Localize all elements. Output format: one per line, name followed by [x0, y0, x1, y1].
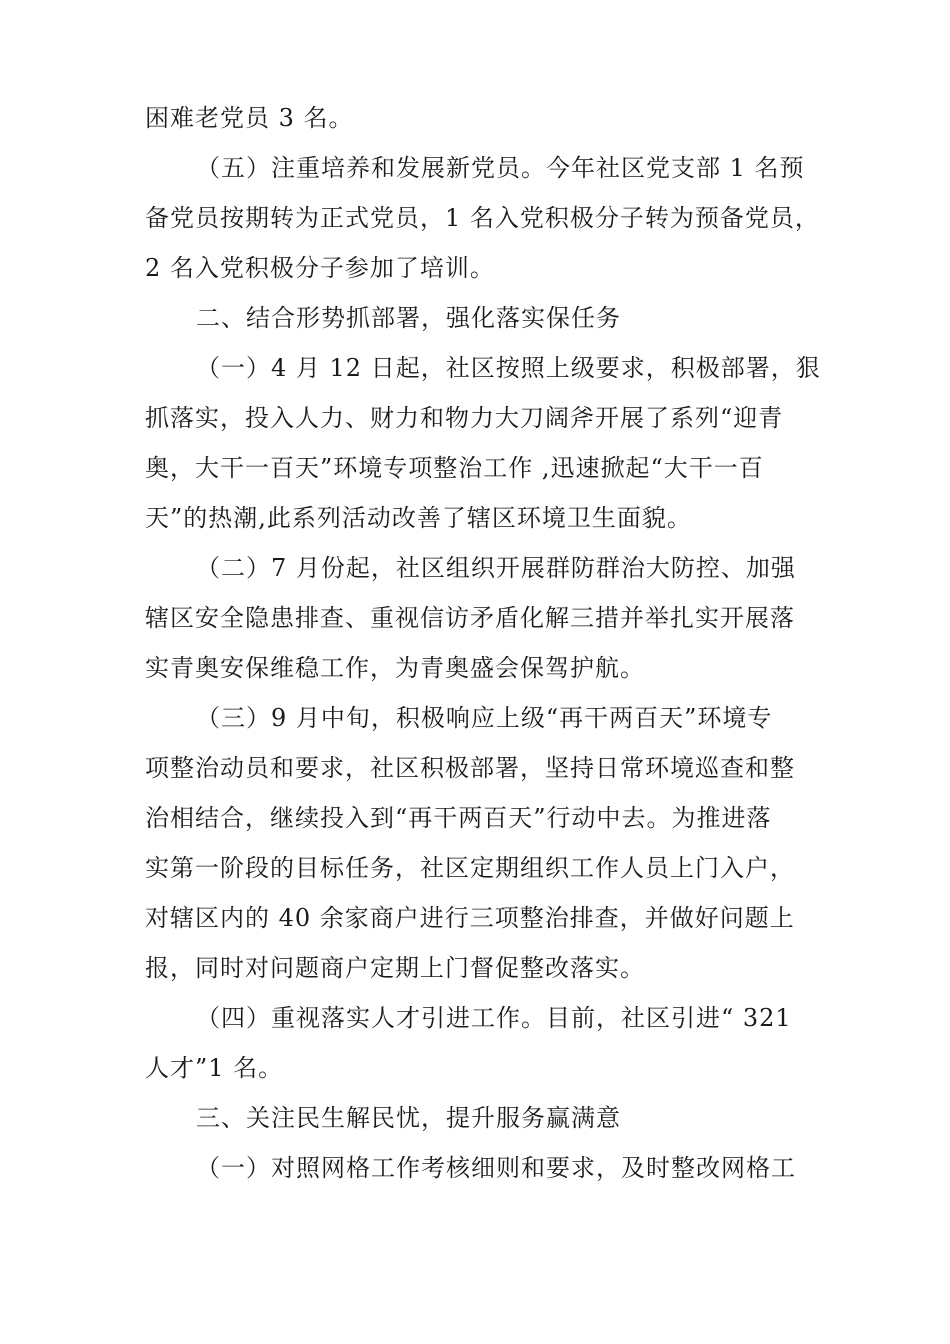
text-line: 备党员按期转为正式党员，1 名入党积极分子转为预备党员， — [145, 204, 820, 232]
text-line: 天”的热潮,此系列活动改善了辖区环境卫生面貌。 — [145, 504, 692, 532]
text-line: 对辖区内的 40 余家商户进行三项整治排查，并做好问题上 — [145, 904, 795, 932]
text-line: 报，同时对问题商户定期上门督促整改落实。 — [145, 954, 645, 982]
text-line: （一）对照网格工作考核细则和要求，及时整改网格工 — [196, 1154, 796, 1182]
section-heading: 三、关注民生解民忧，提升服务赢满意 — [196, 1104, 621, 1132]
section-heading: 二、结合形势抓部署，强化落实保任务 — [196, 304, 621, 332]
text-line: （三）9 月中旬，积极响应上级“再干两百天”环境专 — [196, 704, 773, 732]
text-line: 2 名入党积极分子参加了培训。 — [145, 254, 495, 282]
text-line: （一）4 月 12 日起，社区按照上级要求，积极部署，狠 — [196, 354, 821, 382]
text-line: （二）7 月份起，社区组织开展群防群治大防控、加强 — [196, 554, 796, 582]
text-line: （四）重视落实人才引进工作。目前，社区引进“ 321 — [196, 1004, 792, 1032]
text-line: 抓落实，投入人力、财力和物力大刀阔斧开展了系列“迎青 — [145, 404, 784, 432]
text-line: 辖区安全隐患排查、重视信访矛盾化解三措并举扎实开展落 — [145, 604, 795, 632]
text-line: 项整治动员和要求，社区积极部署，坚持日常环境巡查和整 — [145, 754, 795, 782]
text-line: （五）注重培养和发展新党员。今年社区党支部 1 名预 — [196, 154, 805, 182]
text-line: 奥，大干一百天”环境专项整治工作 ,迅速掀起“大干一百 — [145, 454, 764, 482]
text-line: 实第一阶段的目标任务，社区定期组织工作人员上门入户， — [145, 854, 795, 882]
text-line: 人才”1 名。 — [145, 1054, 284, 1082]
text-line: 治相结合，继续投入到“再干两百天”行动中去。为推进落 — [145, 804, 772, 832]
text-line: 实青奥安保维稳工作，为青奥盛会保驾护航。 — [145, 654, 645, 682]
text-line: 困难老党员 3 名。 — [145, 104, 354, 132]
